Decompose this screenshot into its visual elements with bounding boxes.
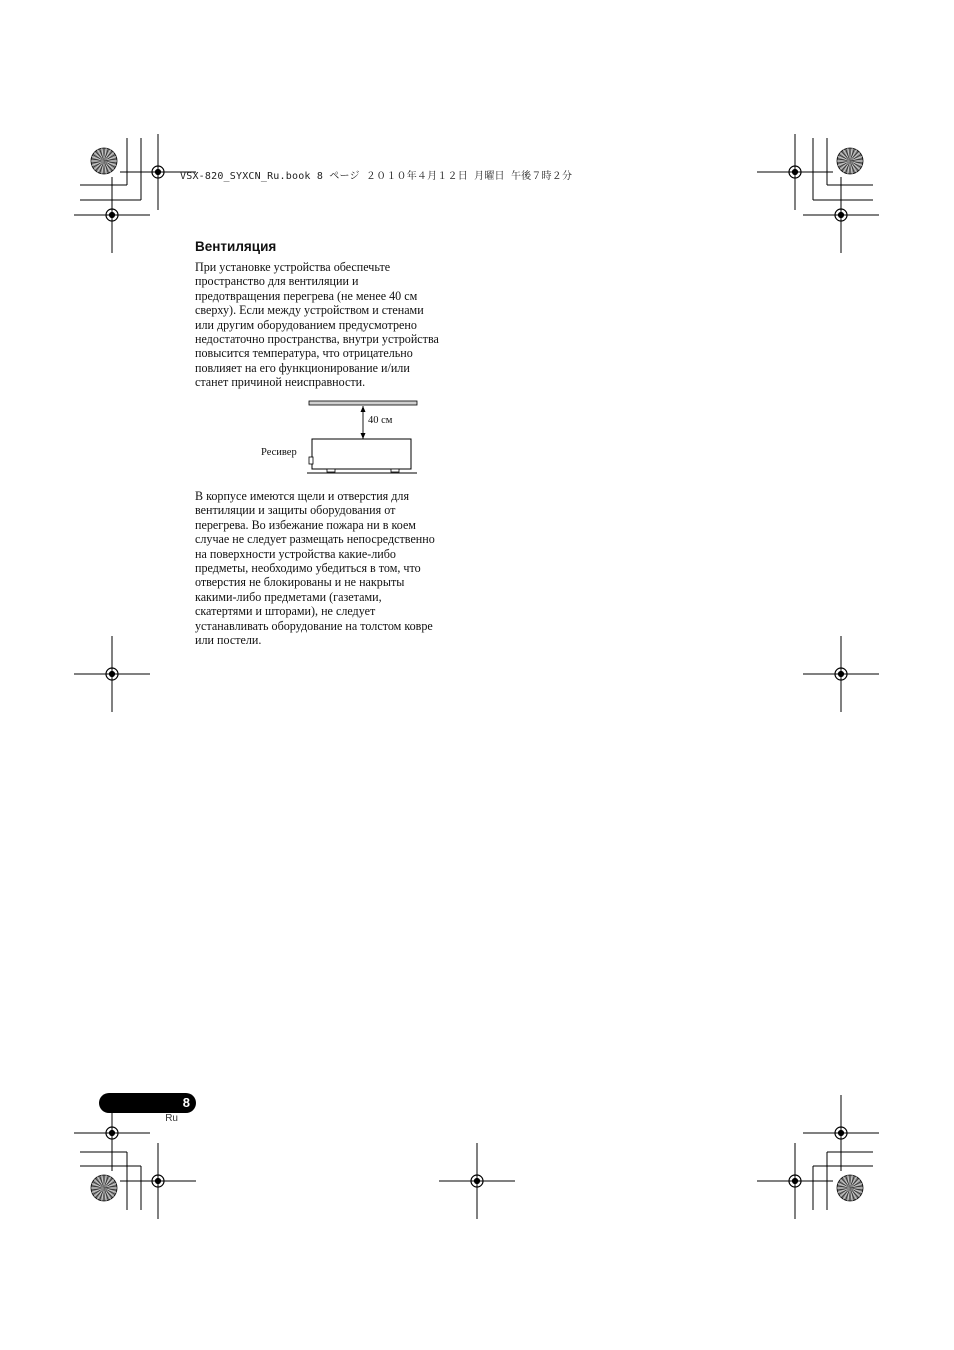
text-line: повлияет на его функционирование и/или (195, 360, 410, 375)
text-line: или другим оборудованием предусмотрено (195, 317, 417, 332)
registration-crosshair-icon (803, 177, 879, 253)
registration-rosette-icon (837, 148, 863, 174)
receiver-body (312, 439, 411, 469)
text-line: устанавливать оборудование на толстом ковре (195, 618, 433, 633)
receiver-foot-left (327, 469, 335, 472)
text-line: случае не следует размещать непосредственно (195, 532, 435, 547)
page-number: 8 (182, 1095, 190, 1110)
receiver-knob (309, 457, 313, 464)
registration-rosette-icon (91, 148, 117, 174)
registration-crosshair-icon (803, 636, 879, 712)
registration-crosshair-icon (757, 134, 833, 210)
registration-rosette-icon (837, 1175, 863, 1201)
registration-crosshair-icon (803, 1095, 879, 1171)
clearance-label: 40 см (368, 415, 393, 426)
registration-rosette-icon (91, 1175, 117, 1201)
ventilation-paragraph-2 (195, 489, 480, 647)
text-line: отверстия не блокированы и не накрыты (195, 575, 405, 590)
text-line: вентиляции и защиты оборудования от (195, 503, 396, 518)
text-line: сверху). Если между устройством и стенами (195, 303, 424, 318)
shelf-above (309, 401, 417, 405)
text-line: предметы, необходимо убедиться в том, что (195, 561, 421, 576)
registration-crosshair-icon (439, 1143, 515, 1219)
text-line: В корпусе имеются щели и отверстия для (195, 489, 410, 503)
registration-crosshair-icon (120, 1143, 196, 1219)
text-line: или постели. (195, 633, 262, 648)
text-line: перегрева. Во избежание пожара ни в коем (195, 517, 416, 532)
text-line: станет причиной неисправности. (195, 375, 366, 390)
device-label: Ресивер (261, 447, 297, 458)
text-line: При установке устройства обеспечьте (195, 260, 391, 274)
page-language: Ru (165, 1113, 178, 1124)
text-line: повысится температура, что отрицательно (195, 346, 413, 361)
arrow-head-top (361, 406, 366, 412)
section-heading: Вентиляция (195, 239, 277, 254)
text-line: пространство для вентиляции и (195, 274, 359, 289)
ventilation-paragraph-1 (195, 260, 480, 390)
registration-crosshair-icon (74, 636, 150, 712)
ventilation-diagram (255, 395, 425, 480)
print-file-info: VSX-820_SYXCN_Ru.book 8 ページ ２０１０年４月１２日 月曜日 午後７時２分 (180, 171, 573, 182)
text-line: на поверхности устройства какие-либо (195, 546, 396, 561)
receiver-foot-right (391, 469, 399, 472)
registration-crosshair-icon (757, 1143, 833, 1219)
text-line: какими-либо предметами (газетами, (195, 589, 382, 604)
text-line: недостаточно пространства, внутри устройства (195, 332, 439, 347)
text-line: предотвращения перегрева (не менее 40 см (195, 288, 418, 303)
clearance-illustration (255, 395, 425, 480)
arrow-head-bottom (361, 433, 366, 439)
registration-crosshair-icon (74, 177, 150, 253)
text-line: скатертями и шторами), не следует (195, 604, 376, 619)
